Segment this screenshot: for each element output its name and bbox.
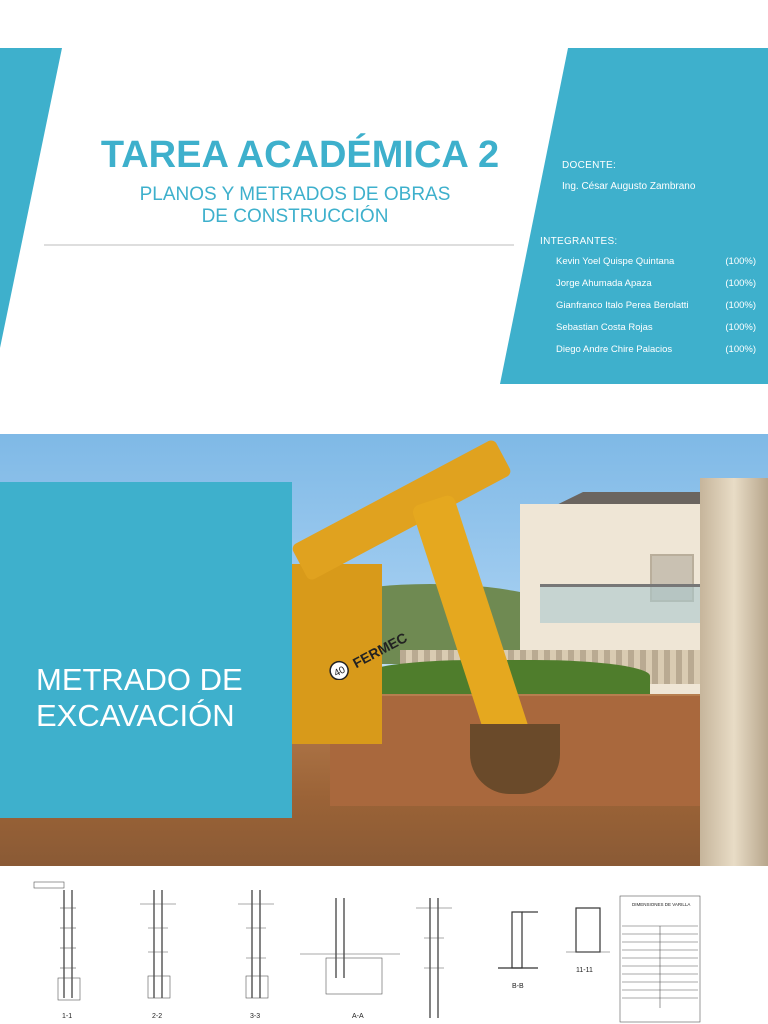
- member-name: Kevin Yoel Quispe Quintana: [556, 256, 675, 267]
- photo-pillar: [700, 478, 768, 866]
- member-pct: (100%): [725, 344, 756, 355]
- detail-3-3: [238, 890, 274, 1020]
- member-pct: (100%): [725, 278, 756, 289]
- badge-number: 40: [332, 664, 348, 680]
- section-title-line-1: METRADO DE: [36, 662, 243, 697]
- member-name: Gianfranco Italo Perea Berolatti: [556, 300, 689, 311]
- decorative-teal-shape-left: [0, 48, 62, 348]
- slide-title: TAREA ACADÉMICA 2: [100, 134, 500, 176]
- section-label: 11-11: [576, 967, 593, 974]
- info-panel: [500, 48, 768, 384]
- detail-b-b: [498, 912, 538, 990]
- section-label: 3-3: [250, 1013, 261, 1020]
- section-label: 1-1: [62, 1013, 73, 1020]
- member-name: Diego Andre Chire Palacios: [556, 344, 673, 355]
- member-row: [556, 256, 756, 267]
- subtitle-line-1: PLANOS Y METRADOS DE OBRAS: [139, 184, 451, 205]
- section-title: [36, 662, 276, 734]
- member-pct: (100%): [725, 322, 756, 333]
- detail-column: [416, 898, 452, 1018]
- member-pct: (100%): [725, 256, 756, 267]
- detail-a-a: [300, 898, 400, 1020]
- section-title-line-2: EXCAVACIÓN: [36, 698, 235, 733]
- member-pct: (100%): [725, 300, 756, 311]
- section-label: A-A: [352, 1013, 364, 1020]
- drawings-slide: [0, 868, 768, 1024]
- section-title-panel: [0, 482, 292, 818]
- member-row: [556, 322, 756, 333]
- section-label: B-B: [512, 983, 524, 990]
- structural-drawings: [0, 868, 768, 1024]
- excavation-slide: [0, 434, 768, 866]
- slide-subtitle: [60, 184, 530, 228]
- detail-2-2: [140, 890, 176, 1020]
- member-name: Sebastian Costa Rojas: [556, 322, 653, 333]
- excavator-bucket: [470, 724, 560, 794]
- member-row: [556, 278, 756, 289]
- table-title: DIMENSIONES DE VARILLA: [632, 902, 691, 907]
- member-row: [556, 344, 756, 355]
- section-label: 2-2: [152, 1013, 163, 1020]
- rebar-table: [620, 896, 700, 1022]
- subtitle-line-2: DE CONSTRUCCIÓN: [201, 206, 389, 227]
- detail-1-1: [34, 882, 80, 1020]
- integrantes-label: INTEGRANTES:: [540, 236, 618, 247]
- member-name: Jorge Ahumada Apaza: [556, 278, 652, 289]
- photo-house-balcony: [540, 584, 720, 623]
- docente-name: Ing. César Augusto Zambrano: [562, 181, 696, 192]
- excavator-decal: [318, 620, 438, 680]
- divider: [44, 244, 514, 246]
- title-slide: [0, 0, 768, 420]
- brand-decal: FERMEC: [349, 629, 410, 672]
- docente-label: DOCENTE:: [562, 160, 617, 171]
- member-row: [556, 300, 756, 311]
- detail-11-11: [566, 908, 610, 974]
